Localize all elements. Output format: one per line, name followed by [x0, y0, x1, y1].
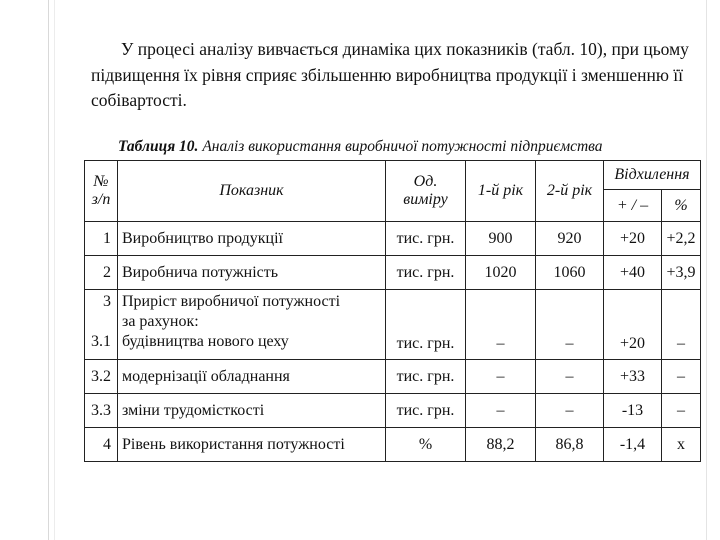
header-number-bottom: з/п — [91, 191, 111, 208]
row-year2: 920 — [536, 222, 604, 256]
row-year1: – — [466, 290, 536, 360]
header-deviation-pct: % — [662, 190, 701, 222]
row-indicator: модернізації обладнання — [118, 360, 386, 394]
header-number-top: № — [93, 173, 109, 190]
row-indicator: Виробництво продукції — [118, 222, 386, 256]
page-margin-line-right — [706, 0, 707, 540]
row-year2: – — [536, 394, 604, 428]
header-deviation: Відхилення — [604, 161, 701, 190]
row-number — [85, 290, 118, 360]
row-unit: тис. грн. — [386, 256, 466, 290]
row-unit: тис. грн. — [386, 290, 466, 360]
row-year2: – — [536, 360, 604, 394]
header-year1: 1-й рік — [466, 161, 536, 222]
row-dev-pct: +3,9 — [662, 256, 701, 290]
row-number: 2 — [85, 256, 118, 290]
row-dev-abs: -1,4 — [604, 428, 662, 462]
header-number — [85, 161, 118, 222]
row-year1: 88,2 — [466, 428, 536, 462]
row-dev-abs: +40 — [604, 256, 662, 290]
caption-label: Таблиця 10. — [118, 138, 199, 155]
row-unit: % — [386, 428, 466, 462]
group-sub-number: 3.1 — [91, 333, 111, 350]
row-unit: тис. грн. — [386, 360, 466, 394]
intro-paragraph: У процесі аналізу вивчається динаміка цих показників (табл. 10), при цьому підвищення їх рівня сприяє збільшенню виробництва продукції і зменшенню її собівартості. — [91, 39, 689, 110]
group-first-item: будівництва нового цеху — [122, 333, 289, 350]
row-year1: – — [466, 394, 536, 428]
table-row — [85, 256, 701, 290]
row-indicator: Виробнича потужність — [118, 256, 386, 290]
row-year1: 1020 — [466, 256, 536, 290]
row-dev-abs: +20 — [604, 222, 662, 256]
header-year2: 2-й рік — [536, 161, 604, 222]
row-year1: 900 — [466, 222, 536, 256]
table-caption — [118, 138, 698, 156]
table-row — [85, 360, 701, 394]
row-year2: 1060 — [536, 256, 604, 290]
capacity-table — [84, 160, 701, 462]
row-dev-abs: -13 — [604, 394, 662, 428]
row-year2: 86,8 — [536, 428, 604, 462]
row-indicator: Рівень використання потужності — [118, 428, 386, 462]
row-indicator: зміни трудомісткості — [118, 394, 386, 428]
row-year2: – — [536, 290, 604, 360]
row-dev-abs: +20 — [604, 290, 662, 360]
row-number: 3.2 — [85, 360, 118, 394]
row-number: 4 — [85, 428, 118, 462]
table-row — [85, 428, 701, 462]
row-dev-pct: – — [662, 360, 701, 394]
group-title: Приріст виробничої потужності — [122, 293, 341, 310]
row-number: 1 — [85, 222, 118, 256]
group-number: 3 — [103, 293, 111, 310]
table-row-group — [85, 290, 701, 360]
header-unit — [386, 161, 466, 222]
header-deviation-abs: + / – — [604, 190, 662, 222]
group-subtitle: за рахунок: — [122, 313, 199, 330]
row-unit: тис. грн. — [386, 222, 466, 256]
row-indicator — [118, 290, 386, 360]
table-row — [85, 394, 701, 428]
row-unit: тис. грн. — [386, 394, 466, 428]
header-indicator: Показник — [118, 161, 386, 222]
caption-text: Аналіз використання виробничої потужності підприємства — [202, 138, 603, 155]
row-dev-pct: – — [662, 290, 701, 360]
row-dev-pct: +2,2 — [662, 222, 701, 256]
page-margin-line-inner — [54, 0, 55, 540]
row-dev-abs: +33 — [604, 360, 662, 394]
header-unit-bottom: виміру — [403, 191, 448, 208]
row-dev-pct: – — [662, 394, 701, 428]
table-header-row — [85, 161, 701, 190]
row-year1: – — [466, 360, 536, 394]
page-margin-line — [48, 0, 49, 540]
header-unit-top: Од. — [413, 173, 438, 190]
table-row — [85, 222, 701, 256]
row-number: 3.3 — [85, 394, 118, 428]
row-dev-pct: х — [662, 428, 701, 462]
